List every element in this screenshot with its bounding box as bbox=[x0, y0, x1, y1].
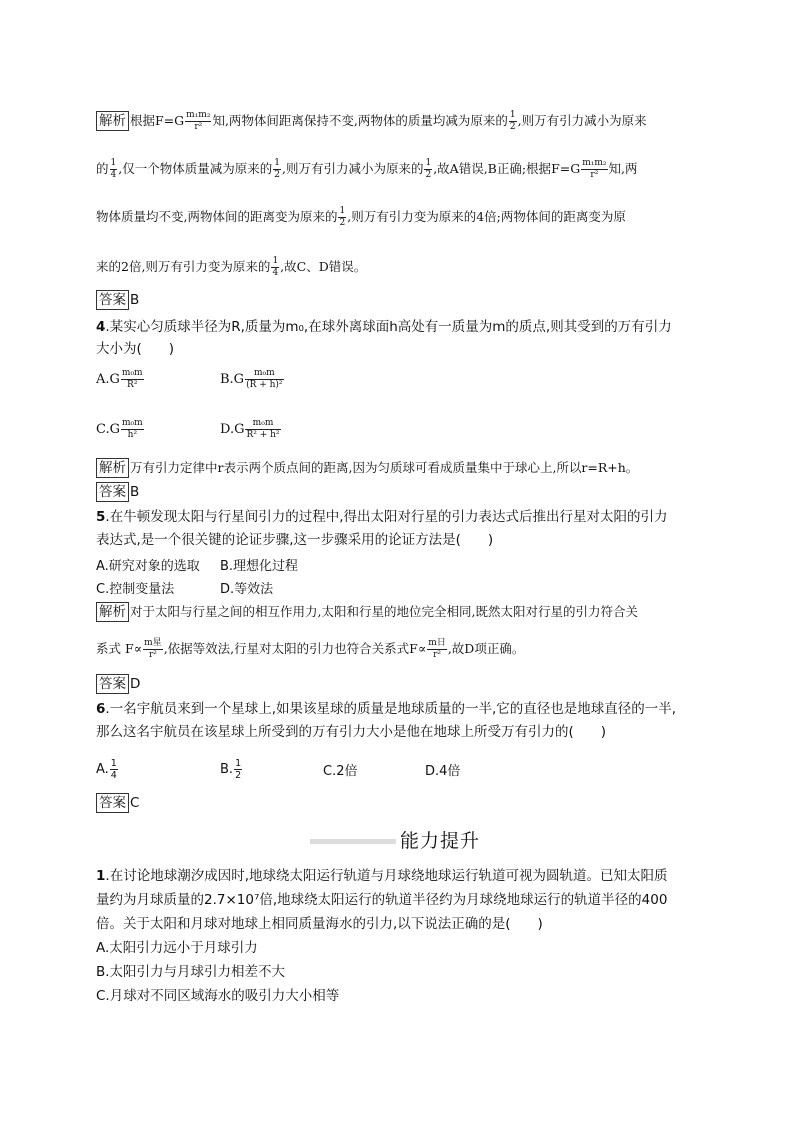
s1-stem-line-3: 倍。关于太阳和月球对地球上相同质量海水的引力,以下说法正确的是( ) bbox=[96, 916, 543, 932]
s1-stem-line-1: 1.在讨论地球潮汐成因时,地球绕太阳运行轨道与月球绕地球运行轨道可视为圆轨道。已知太阳质 bbox=[96, 868, 668, 884]
fraction-one-quarter: $\frac{1}{4}$ bbox=[110, 758, 117, 781]
fraction-m1m2-r2: $\frac{\text{m₁m₂}}{\text{r²}}$ bbox=[582, 158, 607, 180]
s1-option-a[interactable]: A.太阳引力远小于月球引力 bbox=[96, 940, 258, 956]
fraction-one-half: $\frac{1}{2}$ bbox=[339, 206, 346, 228]
fraction-option-d: $\frac{\text{m₀m}}{\text{R² + h²}}$ bbox=[246, 418, 280, 440]
q4-stem-line-2: 大小为( ) bbox=[96, 341, 175, 357]
fraction-m1m2-r2: $\frac{\text{m₁m₂}}{\text{r²}}$ bbox=[186, 110, 211, 132]
fraction-m-star-r2: $\frac{\text{m星}}{\text{r²}}$ bbox=[144, 638, 162, 660]
analysis-tag: 解析 bbox=[96, 458, 129, 478]
q6-option-c[interactable]: C.2倍 bbox=[323, 764, 358, 779]
answer-tag: 答案 bbox=[96, 674, 129, 694]
q4-stem-line-1: 4.某实心匀质球半径为R,质量为m₀,在球外离球面h高处有一质量为m的质点,则其受到的万有引力 bbox=[96, 319, 672, 335]
p3-answer: 答案 B bbox=[96, 290, 139, 310]
fraction-option-c: $\frac{\text{m₀m}}{\text{h²}}$ bbox=[122, 418, 143, 440]
q6-option-d[interactable]: D.4倍 bbox=[425, 764, 461, 779]
q4-analysis: 解析 万有引力定律中r表示两个质点间的距离,因为匀质球可看成质量集中于球心上,所以r=R+h。 bbox=[96, 458, 638, 478]
analysis-tag: 解析 bbox=[96, 602, 129, 622]
analysis-tag: 解析 bbox=[96, 111, 129, 131]
fraction-one-quarter: $\frac{1}{4}$ bbox=[272, 256, 279, 278]
q6-stem-line-2: 那么这名宇航员在该星球上所受到的万有引力大小是他在地球上所受万有引力的( ) bbox=[96, 724, 607, 740]
q5-option-a[interactable]: A.研究对象的选取 bbox=[96, 559, 200, 574]
answer-tag: 答案 bbox=[96, 482, 129, 502]
p3-analysis-line-2: 的 $\frac{1}{4}$ ,仅一个物体质量减为原来的 $\frac{1}{2}$ ,则万有引力减小为原来的 $\frac{1}{2}$ ,故A错误,B正确;根据F=G $\frac{\text{m₁m₂}}{\text{r²}}$ 知,两 bbox=[96, 158, 638, 180]
q6-answer: 答案 C bbox=[96, 793, 139, 813]
q6-option-b[interactable]: B. $\frac{1}{2}$ bbox=[220, 758, 242, 781]
q5-analysis-line-2: 系式 F∝ $\frac{\text{m星}}{\text{r²}}$ ,依据等效法,行星对太阳的引力也符合关系式F∝ $\frac{\text{m日}}{\text{r²}}$ ,故D项正确。 bbox=[96, 638, 525, 660]
fraction-one-quarter: $\frac{1}{4}$ bbox=[110, 158, 117, 180]
q4-option-a[interactable]: A.G $\frac{\text{m₀m}}{\text{R²}}$ bbox=[96, 368, 143, 390]
fraction-option-b: $\frac{\text{m₀m}}{\text{(R + h)²}}$ bbox=[246, 368, 283, 390]
fraction-option-a: $\frac{\text{m₀m}}{\text{R²}}$ bbox=[121, 368, 143, 390]
fraction-m-sun-r2: $\frac{\text{m日}}{\text{r²}}$ bbox=[428, 638, 446, 660]
q5-stem-line-2: 表达式,是一个很关键的论证步骤,这一步骤采用的论证方法是( ) bbox=[96, 532, 494, 548]
q5-option-c[interactable]: C.控制变量法 bbox=[96, 582, 175, 597]
q5-stem-line-1: 5.在牛顿发现太阳与行星间引力的过程中,得出太阳对行星的引力表达式后推出行星对太阳的引力 bbox=[96, 509, 668, 525]
p3-analysis-line-3: 物体质量均不变,两物体间的距离变为原来的 $\frac{1}{2}$ ,则万有引力变为原来的4倍;两物体间的距离变为原 bbox=[96, 206, 626, 228]
q5-option-b[interactable]: B.理想化过程 bbox=[220, 559, 299, 574]
q6-stem-line-1: 6.一名宇航员来到一个星球上,如果该星球的质量是地球质量的一半,它的直径也是地球直径的一半, bbox=[96, 701, 677, 717]
q5-analysis-line-1: 解析 对于太阳与行星之间的相互作用力,太阳和行星的地位完全相同,既然太阳对行星的引力符合关 bbox=[96, 602, 638, 622]
q4-option-b[interactable]: B.G $\frac{\text{m₀m}}{\text{(R + h)²}}$ bbox=[220, 368, 283, 390]
s1-option-c[interactable]: C.月球对不同区域海水的吸引力大小相等 bbox=[96, 988, 340, 1004]
q6-option-a[interactable]: A. $\frac{1}{4}$ bbox=[96, 758, 117, 781]
fraction-one-half: $\frac{1}{2}$ bbox=[235, 758, 242, 781]
section-heading-bar bbox=[310, 839, 396, 844]
q5-option-d[interactable]: D.等效法 bbox=[220, 582, 274, 597]
fraction-one-half: $\frac{1}{2}$ bbox=[425, 158, 432, 180]
q5-answer: 答案 D bbox=[96, 674, 140, 694]
answer-tag: 答案 bbox=[96, 290, 129, 310]
fraction-one-half: $\frac{1}{2}$ bbox=[509, 110, 516, 132]
p3-analysis-line-4: 来的2倍,则万有引力变为原来的 $\frac{1}{4}$ ,故C、D错误。 bbox=[96, 256, 367, 278]
fraction-one-half: $\frac{1}{2}$ bbox=[274, 158, 280, 180]
p3-analysis-line-1: 解析 根据F=G $\frac{\text{m₁m₂}}{\text{r²}}$ 知,两物体间距离保持不变,两物体的质量均减为原来的 $\frac{1}{2}$ ,则万有引力减小为原来 bbox=[96, 110, 647, 133]
section-heading: 能力提升 bbox=[400, 830, 481, 852]
s1-option-b[interactable]: B.太阳引力与月球引力相差不大 bbox=[96, 964, 286, 980]
q4-option-d[interactable]: D.G $\frac{\text{m₀m}}{\text{R² + h²}}$ bbox=[220, 418, 280, 440]
q4-answer: 答案 B bbox=[96, 482, 139, 502]
answer-tag: 答案 bbox=[96, 793, 129, 813]
s1-stem-line-2: 量约为月球质量的2.7×10⁷倍,地球绕太阳运行的轨道半径约为月球绕地球运行的轨道半径的400 bbox=[96, 892, 668, 908]
q4-option-c[interactable]: C.G $\frac{\text{m₀m}}{\text{h²}}$ bbox=[96, 418, 143, 440]
